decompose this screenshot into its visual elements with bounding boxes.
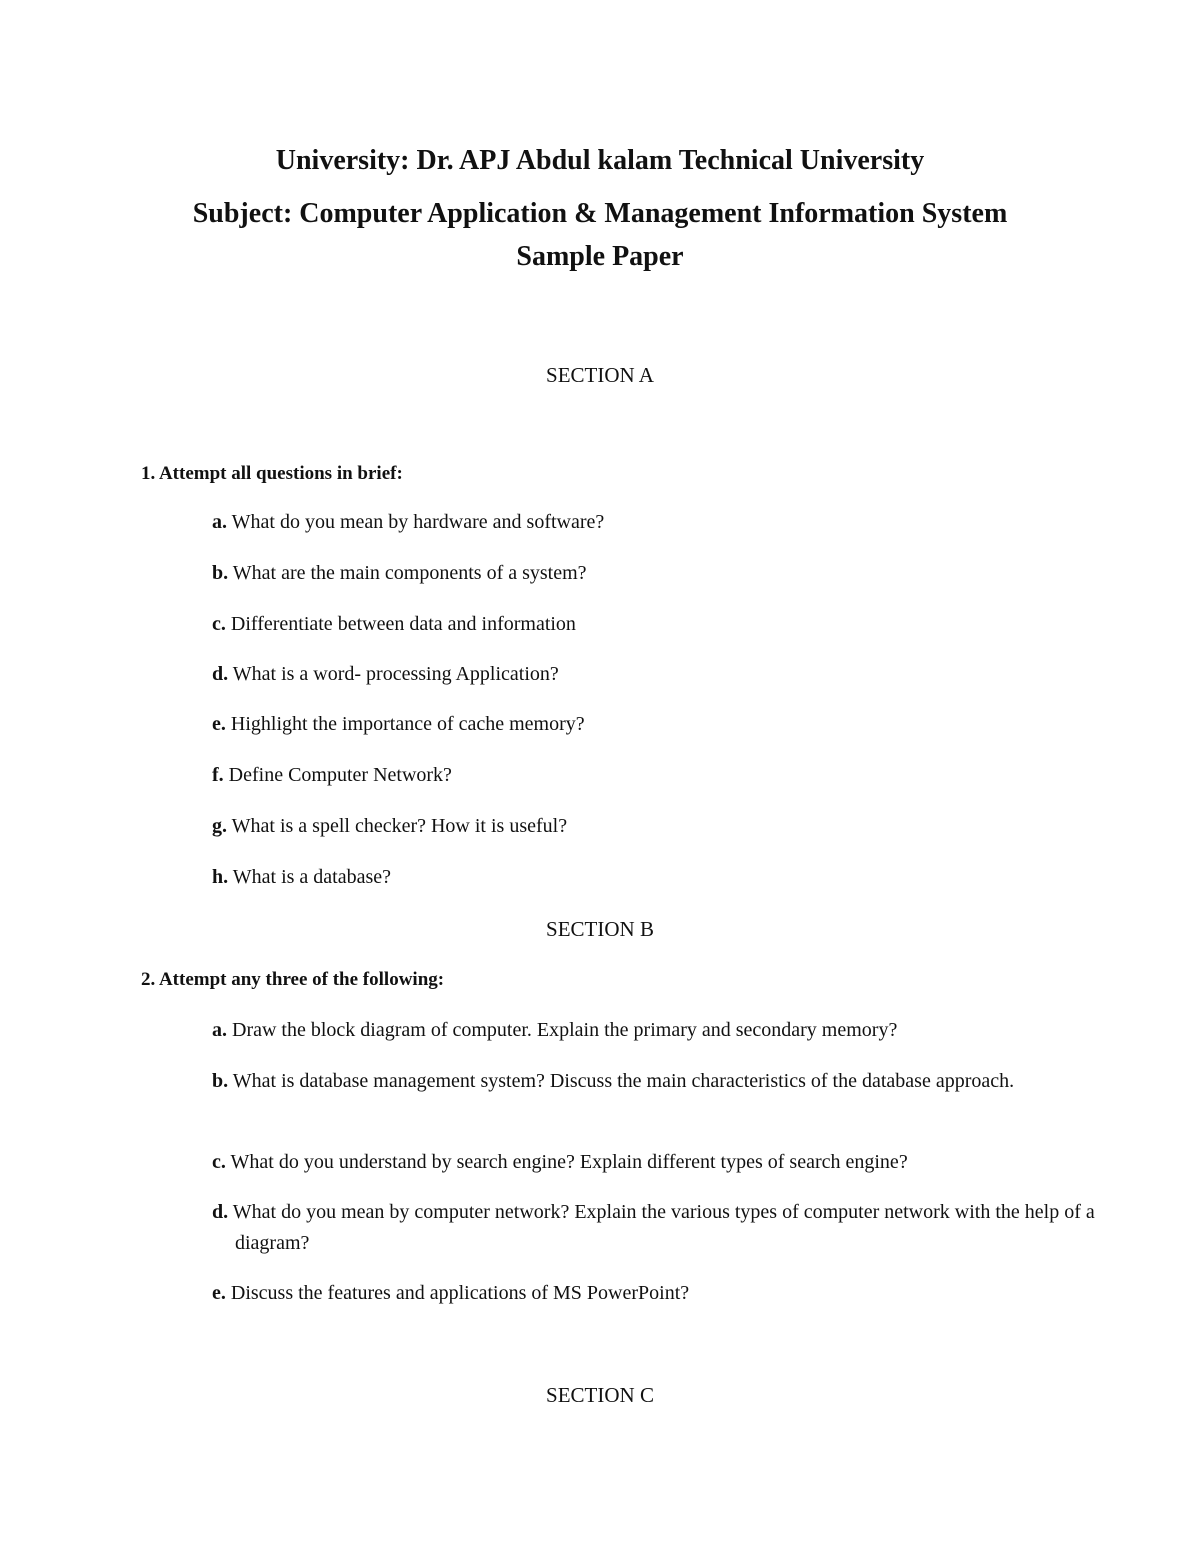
section-b-instruction: 2. Attempt any three of the following: <box>141 969 445 990</box>
section-a-question-d <box>212 659 1072 690</box>
question-letter: e. <box>212 713 226 735</box>
section-a-instruction: 1. Attempt all questions in brief: <box>141 463 403 484</box>
section-c-heading: SECTION C <box>546 1383 654 1407</box>
question-text: What is a word- processing Application? <box>232 663 559 685</box>
question-letter: c. <box>212 613 226 635</box>
question-text: Define Computer Network? <box>228 764 452 786</box>
question-text: Discuss the features and applications of MS PowerPoint? <box>230 1282 690 1304</box>
section-a-question-c <box>212 609 1072 640</box>
question-letter: c. <box>212 1151 226 1173</box>
subject-title: Subject: Computer Application & Management Information System <box>192 198 1008 229</box>
section-b-question-a <box>212 1015 1095 1046</box>
question-letter: f. <box>212 764 224 786</box>
question-text: What is a spell checker? How it is useful? <box>231 815 568 837</box>
question-text: Draw the block diagram of computer. Explain the primary and secondary memory? <box>232 1019 898 1041</box>
question-text: What do you understand by search engine? Explain different types of search engine? <box>230 1151 908 1173</box>
question-text: What are the main components of a system? <box>232 562 587 584</box>
section-b-question-d <box>212 1197 1095 1259</box>
section-a-question-b <box>212 558 1072 589</box>
section-b-question-b <box>212 1066 1095 1097</box>
question-letter: d. <box>212 1201 229 1223</box>
question-letter: a. <box>212 1019 227 1041</box>
section-b-question-e <box>212 1278 1095 1309</box>
question-letter: b. <box>212 1070 229 1092</box>
question-letter: a. <box>212 511 227 533</box>
section-b-heading: SECTION B <box>546 917 654 941</box>
paper-type-title: Sample Paper <box>516 241 684 272</box>
question-letter: e. <box>212 1282 226 1304</box>
question-letter: h. <box>212 866 229 888</box>
section-a-question-a <box>212 507 1072 538</box>
question-letter: b. <box>212 562 229 584</box>
question-text: Highlight the importance of cache memory? <box>230 713 585 735</box>
question-text: What is a database? <box>232 866 392 888</box>
question-text: What is database management system? Discuss the main characteristics of the database approach. <box>232 1070 1015 1092</box>
question-text: What do you mean by hardware and software? <box>231 511 605 533</box>
section-a-question-e <box>212 709 1072 740</box>
question-letter: d. <box>212 663 229 685</box>
university-title: University: Dr. APJ Abdul kalam Technical University <box>275 145 925 176</box>
section-a-question-f <box>212 760 1072 791</box>
section-b-question-c <box>212 1147 1095 1178</box>
section-a-question-g <box>212 811 1072 842</box>
section-a-question-h <box>212 862 1072 893</box>
question-text: Differentiate between data and information <box>230 613 576 635</box>
question-text: What do you mean by computer network? Explain the various types of computer network with the help of a diagram? <box>232 1201 1095 1254</box>
section-a-heading: SECTION A <box>546 363 654 387</box>
question-letter: g. <box>212 815 227 837</box>
